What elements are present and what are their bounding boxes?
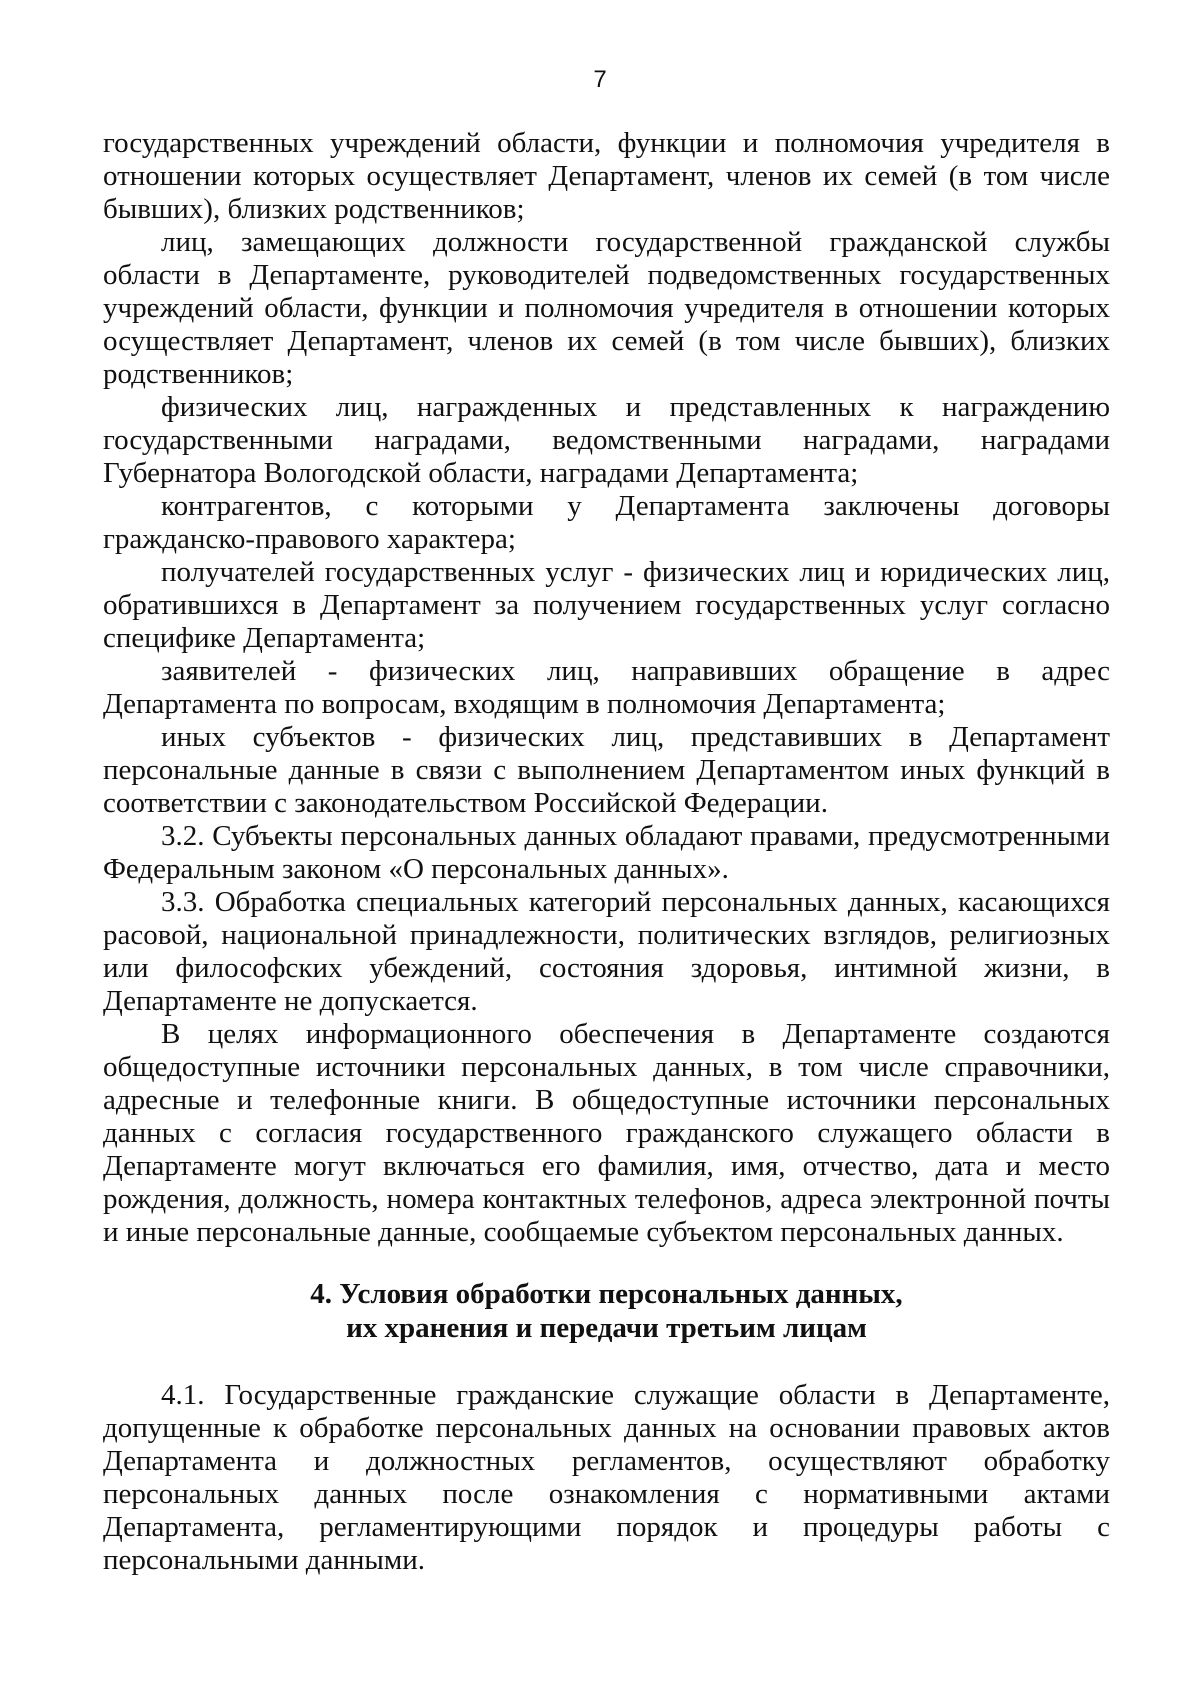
paragraph: получателей государственных услуг - физических лиц и юридических лиц, обратившихся в Департамент за получением государственных услуг согласно специфике Департамента; bbox=[103, 556, 1110, 654]
section-heading bbox=[103, 1277, 1110, 1345]
paragraph: 4.1. Государственные гражданские служащие области в Департаменте, допущенные к обработке персональных данных на основании правовых актов Департамента и должностных регламентов, осуществляют обработку персональных данных после ознакомления с нормативными актами Департамента, регламентирующими порядок и процедуры работы с персональными данными. bbox=[103, 1379, 1110, 1576]
paragraph: В целях информационного обеспечения в Департаменте создаются общедоступные источники персональных данных, в том числе справочники, адресные и телефонные книги. В общедоступные источники персональных данных с согласия государственного гражданского служащего области в Департаменте могут включаться его фамилия, имя, отчество, дата и место рождения, должность, номера контактных телефонов, адреса электронной почты и иные персональные данные, сообщаемые субъектом персональных данных. bbox=[103, 1018, 1110, 1248]
paragraph: 3.3. Обработка специальных категорий персональных данных, касающихся расовой, национальной принадлежности, политических взглядов, религиозных или философских убеждений, состояния здоровья, интимной жизни, в Департаменте не допускается. bbox=[103, 886, 1110, 1017]
section-heading-line: 4. Условия обработки персональных данных, bbox=[310, 1278, 903, 1310]
paragraph: иных субъектов - физических лиц, представивших в Департамент персональные данные в связи с выполнением Департаментом иных функций в соответствии с законодательством Российской Федерации. bbox=[103, 721, 1110, 819]
paragraphs-before-heading bbox=[103, 127, 1110, 1249]
paragraph: контрагентов, с которыми у Департамента заключены договоры гражданско-правового характера; bbox=[103, 490, 1110, 555]
document-body bbox=[103, 127, 1110, 1577]
section-heading-line: их хранения и передачи третьим лицам bbox=[346, 1312, 867, 1344]
paragraph: заявителей - физических лиц, направивших обращение в адрес Департамента по вопросам, входящим в полномочия Департамента; bbox=[103, 655, 1110, 720]
paragraph: государственных учреждений области, функции и полномочия учредителя в отношении которых осуществляет Департамент, членов их семей (в том числе бывших), близких родственников; bbox=[103, 127, 1110, 225]
page-number: 7 bbox=[593, 66, 607, 93]
paragraph: 3.2. Субъекты персональных данных обладают правами, предусмотренными Федеральным законом «О персональных данных». bbox=[103, 820, 1110, 885]
paragraphs-after-heading bbox=[103, 1379, 1110, 1577]
paragraph: физических лиц, награжденных и представленных к награждению государственными наградами, ведомственными наградами, наградами Губернатора Вологодской области, наградами Департамента; bbox=[103, 391, 1110, 489]
paragraph: лиц, замещающих должности государственной гражданской службы области в Департаменте, руководителей подведомственных государственных учреждений области, функции и полномочия учредителя в отношении которых осуществляет Департамент, членов их семей (в том числе бывших), близких родственников; bbox=[103, 226, 1110, 390]
